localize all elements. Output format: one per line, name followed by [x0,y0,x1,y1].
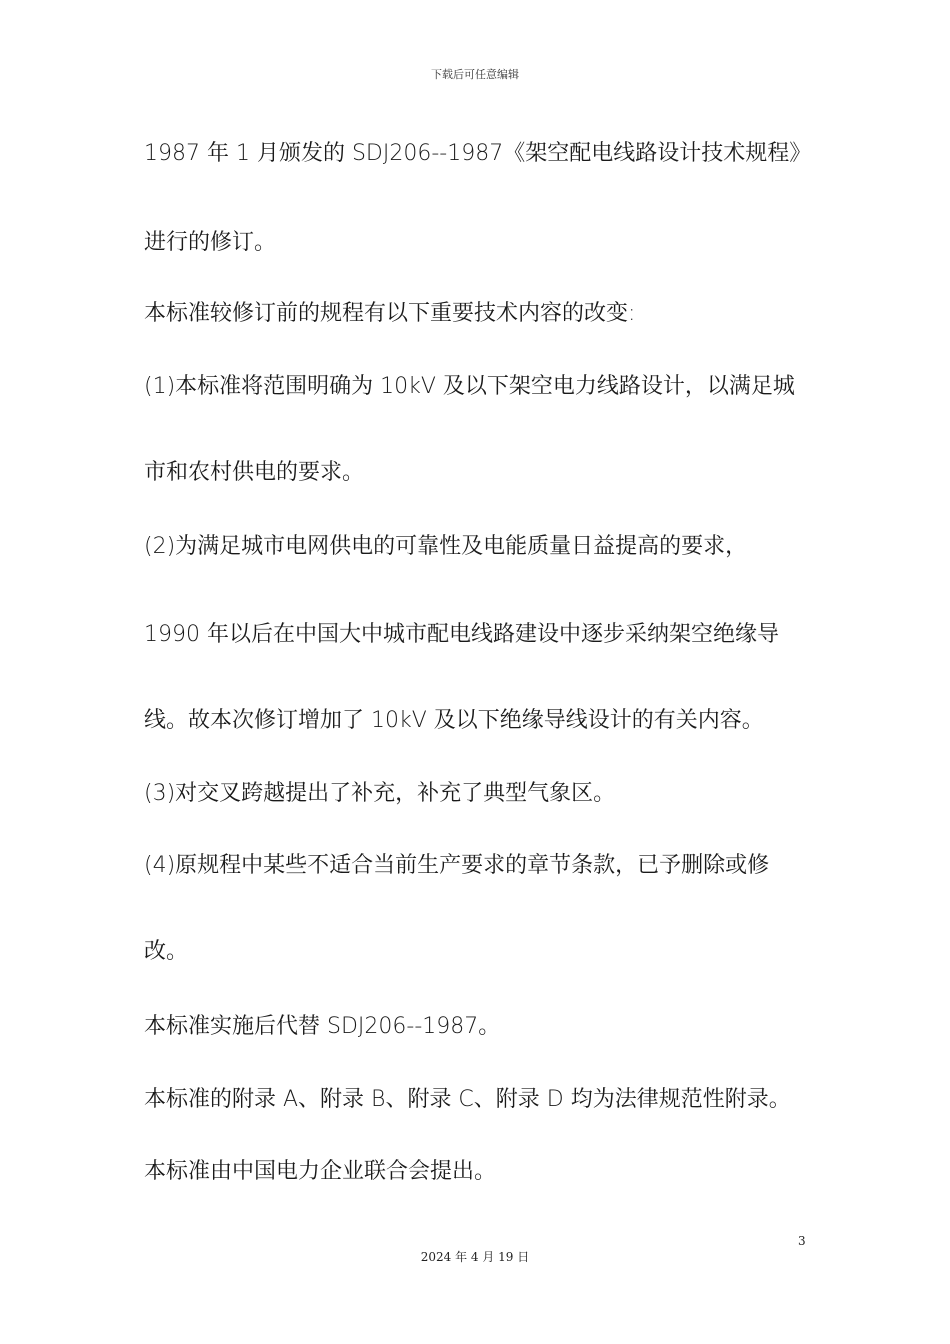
page-date: 2024 年 4 月 19 日 [420,1250,530,1264]
body-line-13: 本标准的附录 A、附录 B、附录 C、附录 D 均为法律规范性附录。 [144,1087,791,1112]
body-line-3: 本标准较修订前的规程有以下重要技术内容的改变: [144,301,636,326]
body-line-4: (1)本标准将范围明确为 10kV 及以下架空电力线路设计，以满足城 [144,374,795,399]
page-header: 下载后可任意编辑 [431,68,519,81]
body-line-7: 1990 年以后在中国大中城市配电线路建设中逐步采纳架空绝缘导 [144,622,779,647]
body-line-10: (4)原规程中某些不适合当前生产要求的章节条款，已予删除或修 [144,853,770,878]
page-number: 3 [798,1234,806,1248]
body-line-5: 市和农村供电的要求。 [144,460,365,485]
body-line-2: 进行的修订。 [144,230,277,255]
body-line-1: 1987 年 1 月颁发的 SDJ206--1987《架空配电线路设计技术规程》 [144,141,812,166]
body-line-11: 改。 [144,939,189,964]
body-line-12: 本标准实施后代替 SDJ206--1987。 [144,1014,501,1039]
body-line-8: 线。故本次修订增加了 10kV 及以下绝缘导线设计的有关内容。 [144,708,764,733]
body-line-6: (2)为满足城市电网供电的可靠性及电能质量日益提高的要求， [144,534,748,559]
body-line-9: (3)对交叉跨越提出了补充，补充了典型气象区。 [144,781,616,806]
body-line-14: 本标准由中国电力企业联合会提出。 [144,1159,497,1184]
